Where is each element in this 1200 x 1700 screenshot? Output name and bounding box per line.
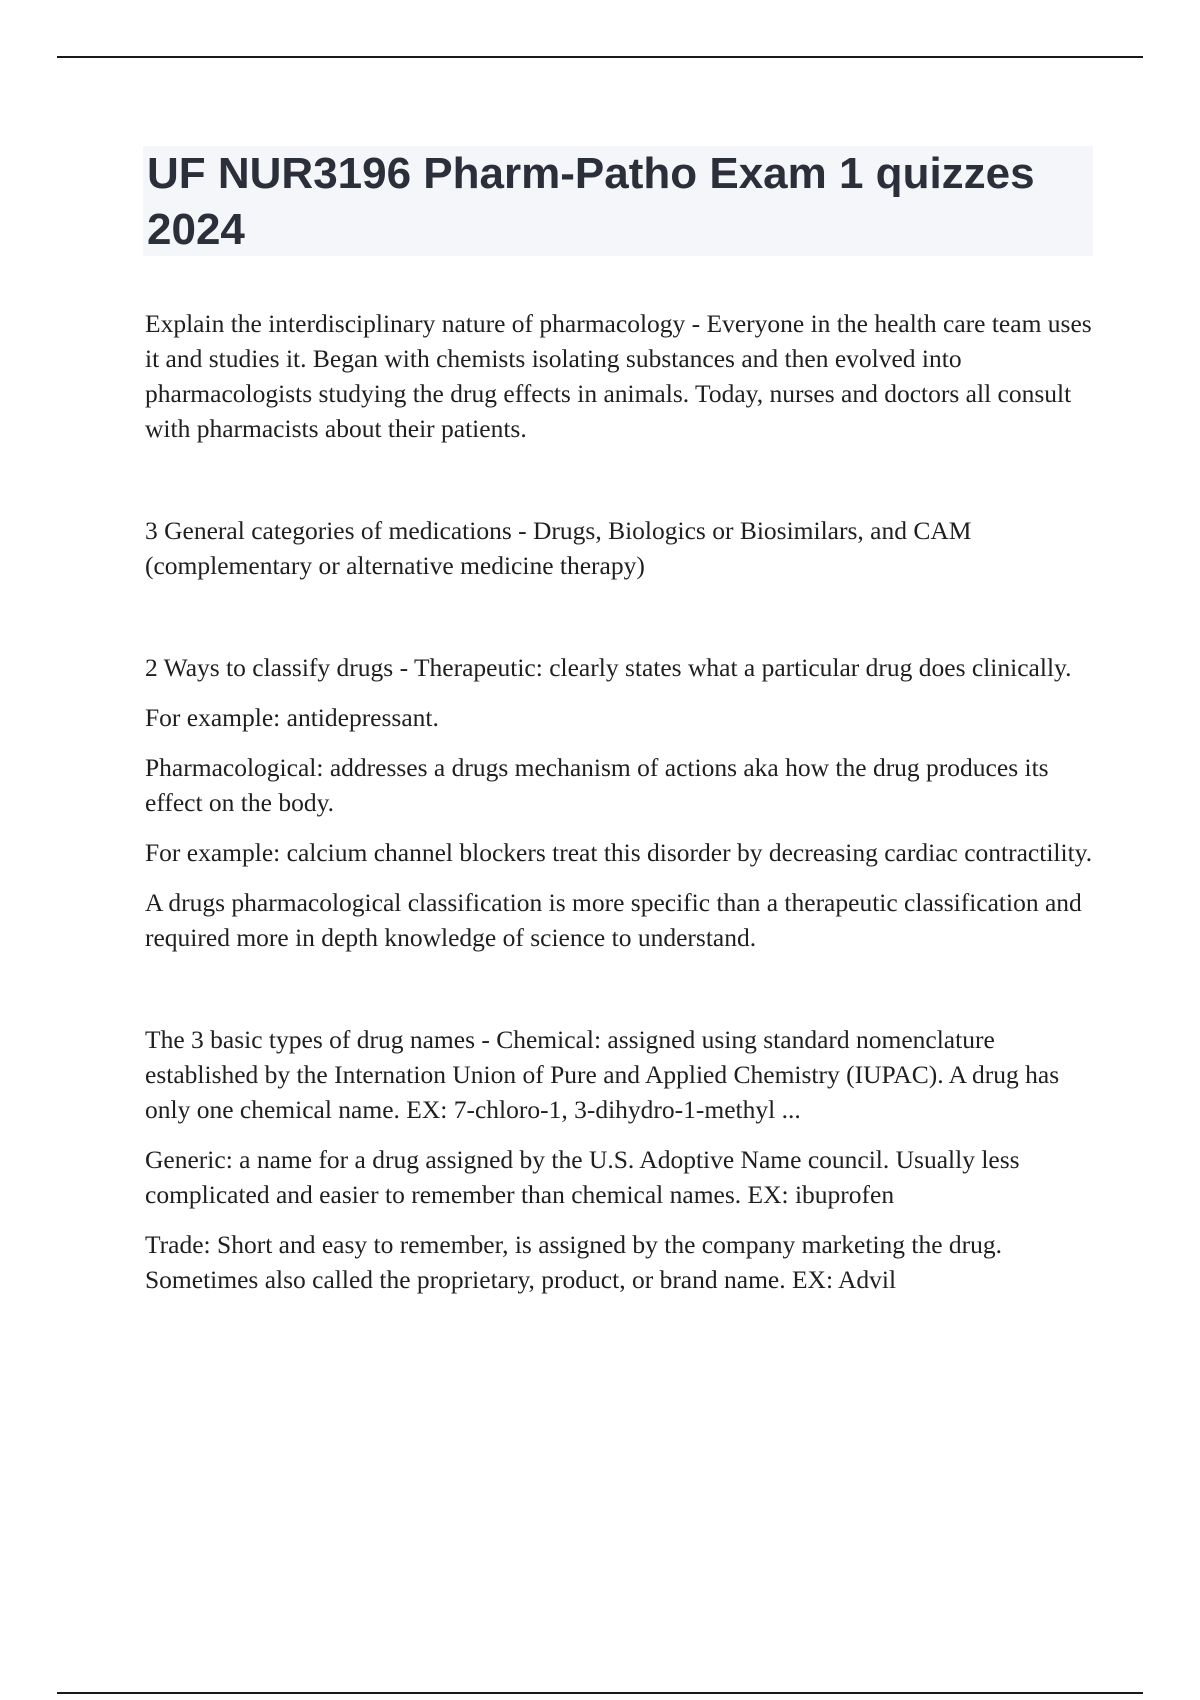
top-divider — [57, 56, 1143, 58]
paragraph: 3 General categories of medications - Drugs, Biologics or Biosimilars, and CAM (complementary or alternative medicine therapy) — [145, 516, 972, 580]
bottom-divider — [57, 1692, 1143, 1694]
paragraph: A drugs pharmacological classification is more specific than a therapeutic classification and required more in depth knowledge of science to understand. — [145, 888, 1082, 952]
qa-entry-drug-names — [145, 1022, 1095, 1297]
qa-entry-drug-classification — [145, 650, 1095, 955]
paragraph: For example: antidepressant. — [145, 703, 439, 732]
paragraph: The 3 basic types of drug names - Chemical: assigned using standard nomenclature established by the Internation Union of Pure and Applied Chemistry (IUPAC). A drug has only one chemical name. EX: 7-chloro-1, 3-dihydro-1-methyl ... — [145, 1025, 1060, 1124]
paragraph: Generic: a name for a drug assigned by the U.S. Adoptive Name council. Usually less complicated and easier to remember than chemical names. EX: ibuprofen — [145, 1145, 1020, 1209]
paragraph: Trade: Short and easy to remember, is assigned by the company marketing the drug. Sometimes also called the proprietary, product, or brand name. EX: Advil — [145, 1230, 1003, 1294]
paragraph: Explain the interdisciplinary nature of pharmacology - Everyone in the health care team uses it and studies it. Began with chemists isolating substances and then evolved into pharmacologists studying the drug effects in animals. Today, nurses and doctors all consult with pharmacists about their patients. — [145, 309, 1092, 443]
qa-entry-medication-categories — [145, 513, 1095, 583]
qa-entry-interdisciplinary — [145, 306, 1095, 446]
paragraph: Pharmacological: addresses a drugs mechanism of actions aka how the drug produces its effect on the body. — [145, 753, 1049, 817]
page-title: UF NUR3196 Pharm-Patho Exam 1 quizzes 2024 — [147, 149, 1035, 254]
paragraph: 2 Ways to classify drugs - Therapeutic: clearly states what a particular drug does clinically. — [145, 653, 1072, 682]
document-body — [145, 306, 1095, 1297]
paragraph: For example: calcium channel blockers treat this disorder by decreasing cardiac contractility. — [145, 838, 1093, 867]
title-banner — [143, 146, 1093, 256]
